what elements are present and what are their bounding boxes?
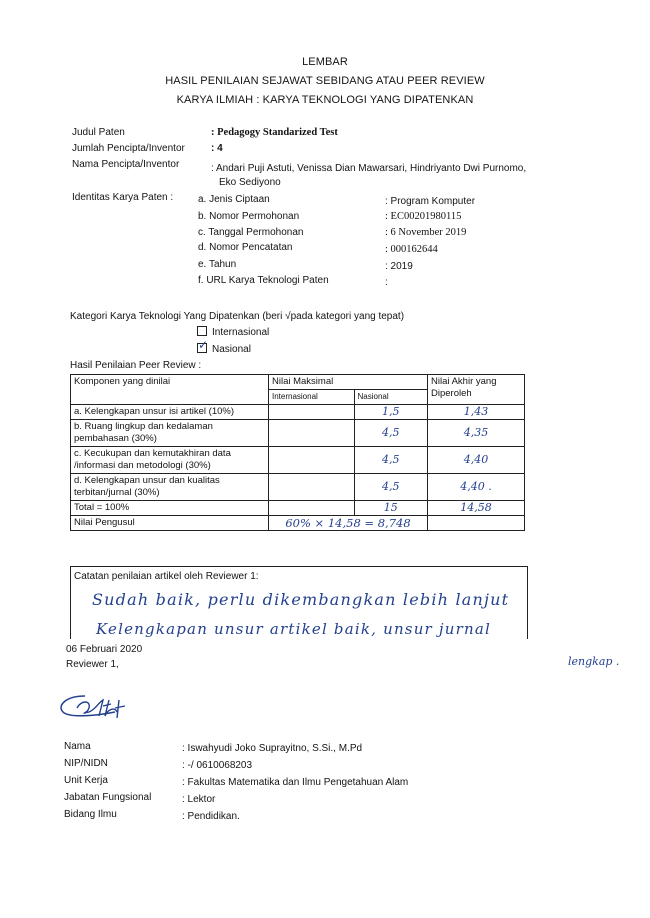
- value-jumlah: : 4: [211, 143, 223, 154]
- option-label: Nasional: [212, 344, 251, 355]
- checkbox-checked-icon[interactable]: [197, 338, 209, 353]
- cell-komponen: a. Kelengkapan unsur isi artikel (10%): [71, 405, 269, 420]
- catatan-line3: lengkap .: [568, 655, 620, 668]
- cell-komponen: c. Kecukupan dan kemutakhiran data /informasi dan metodologi (30%): [71, 447, 269, 474]
- score-table: [70, 374, 525, 531]
- reviewer-field-label: Bidang Ilmu: [64, 809, 117, 820]
- cell-pengusul-label: Nilai Pengusul: [71, 516, 269, 531]
- table-row: [71, 405, 525, 420]
- label-nama-pencipta: Nama Pencipta/Inventor: [72, 159, 180, 170]
- reviewer-field-label: Nama: [64, 741, 91, 752]
- id-item-label: e. Tahun: [198, 259, 237, 270]
- signature-icon: [55, 688, 165, 728]
- id-item-value: :: [385, 277, 388, 288]
- check-mark: ✓: [198, 338, 209, 352]
- checkbox-icon[interactable]: [197, 326, 207, 336]
- catatan-line1: Sudah baik, perlu dikembangkan lebih lanjut: [92, 590, 510, 609]
- catatan-label: Catatan penilaian artikel oleh Reviewer 1:: [74, 571, 259, 582]
- reviewer-label: Reviewer 1,: [66, 659, 119, 670]
- id-item-label: c. Tanggal Permohonan: [198, 227, 304, 238]
- cell-akhir: 4,40: [428, 447, 525, 474]
- id-item-label: f. URL Karya Teknologi Paten: [198, 275, 329, 286]
- value-judul: : Pedagogy Standarized Test: [211, 127, 338, 138]
- header-internasional: Internasional: [269, 390, 355, 405]
- date: 06 Februari 2020: [66, 644, 143, 655]
- cell-total-akhir: 14,58: [428, 501, 525, 516]
- cell-akhir: 1,43: [428, 405, 525, 420]
- table-row: [71, 474, 525, 501]
- value-nama-pencipta-line2: Eko Sediyono: [219, 177, 281, 188]
- hasil-label: Hasil Penilaian Peer Review :: [70, 360, 202, 371]
- cell-nasional: 4,5: [354, 474, 427, 501]
- id-item-value: : 000162644: [385, 244, 438, 255]
- cell-akhir: 4,35: [428, 420, 525, 447]
- table-header-row: [71, 375, 525, 390]
- doc-title-line2: HASIL PENILAIAN SEJAWAT SEBIDANG ATAU PEER REVIEW: [165, 75, 485, 87]
- option-label: Internasional: [212, 327, 270, 338]
- id-item-label: a. Jenis Ciptaan: [198, 194, 270, 205]
- reviewer-field-label: Unit Kerja: [64, 775, 108, 786]
- reviewer-field-value: : Iswahyudi Joko Suprayitno, S.Si., M.Pd: [182, 743, 363, 754]
- reviewer-field-value: : Lektor: [182, 794, 216, 805]
- kategori-option-nasional[interactable]: [197, 338, 251, 355]
- cell-komponen: b. Ruang lingkup dan kedalaman pembahasan (30%): [71, 420, 269, 447]
- cell-total-nasional: 15: [354, 501, 427, 516]
- reviewer-field-value: : Fakultas Matematika dan Ilmu Pengetahuan Alam: [182, 777, 409, 788]
- label-identitas: Identitas Karya Paten :: [72, 192, 174, 203]
- doc-title-line3: KARYA ILMIAH : KARYA TEKNOLOGI YANG DIPATENKAN: [176, 94, 474, 106]
- id-item-value: : EC00201980115: [385, 211, 462, 222]
- id-item-value: : Program Komputer: [385, 196, 476, 207]
- reviewer-field-value: : -/ 0610068203: [182, 760, 253, 771]
- reviewer-field-value: : Pendidikan.: [182, 811, 240, 822]
- cell-internasional: [269, 420, 355, 447]
- kategori-option-internasional[interactable]: [197, 326, 269, 338]
- header-nasional: Nasional: [354, 390, 427, 405]
- cell-nasional: 1,5: [354, 405, 427, 420]
- value-nama-pencipta: : Andari Puji Astuti, Venissa Dian Mawarsari, Hindriyanto Dwi Purnomo,: [211, 163, 527, 174]
- table-pengusul-row: [71, 516, 525, 531]
- header-akhir: Nilai Akhir yang Diperoleh: [428, 375, 525, 405]
- id-item-label: b. Nomor Permohonan: [198, 211, 300, 222]
- id-item-value: : 6 November 2019: [385, 227, 467, 238]
- id-item-value: : 2019: [385, 261, 413, 272]
- label-judul: Judul Paten: [72, 127, 125, 138]
- doc-title-line1: LEMBAR: [302, 56, 348, 68]
- cell-internasional: [269, 501, 355, 516]
- cell-nasional: 4,5: [354, 420, 427, 447]
- table-row: [71, 420, 525, 447]
- id-item-label: d. Nomor Pencatatan: [198, 242, 293, 253]
- header-komponen: Komponen yang dinilai: [71, 375, 269, 405]
- cell-internasional: [269, 447, 355, 474]
- reviewer-field-label: NIP/NIDN: [64, 758, 108, 769]
- table-row: [71, 447, 525, 474]
- table-total-row: [71, 501, 525, 516]
- header-maksimal: Nilai Maksimal: [269, 375, 428, 390]
- cell-total-label: Total = 100%: [71, 501, 269, 516]
- reviewer-field-label: Jabatan Fungsional: [64, 792, 152, 803]
- cell-internasional: [269, 474, 355, 501]
- cell-nasional: 4,5: [354, 447, 427, 474]
- cell-akhir: 4,40 .: [428, 474, 525, 501]
- cell-empty: [428, 516, 525, 531]
- cell-komponen: d. Kelengkapan unsur dan kualitas terbitan/jurnal (30%): [71, 474, 269, 501]
- kategori-label: Kategori Karya Teknologi Yang Dipatenkan (beri √pada kategori yang tepat): [70, 311, 405, 322]
- cell-pengusul-value: 60% × 14,58 = 8,748: [269, 516, 428, 531]
- catatan-line2: Kelengkapan unsur artikel baik, unsur jurnal: [96, 620, 491, 638]
- label-jumlah: Jumlah Pencipta/Inventor: [72, 143, 185, 154]
- cell-internasional: [269, 405, 355, 420]
